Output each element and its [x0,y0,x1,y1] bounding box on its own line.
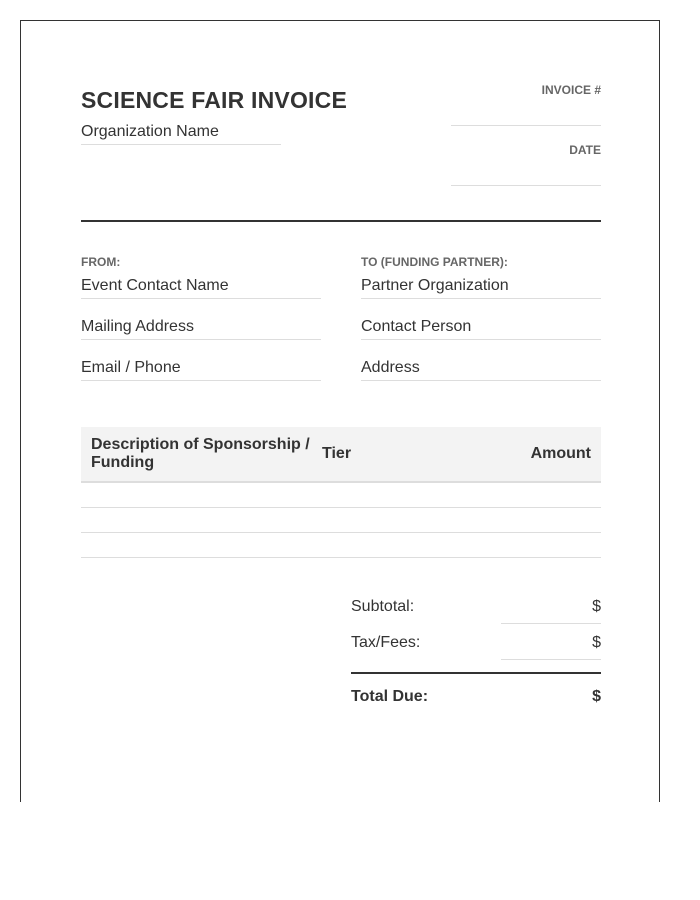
table-row[interactable] [81,533,601,558]
tax-fees-label: Tax/Fees: [351,634,421,651]
column-header-amount: Amount [530,445,591,462]
from-mailing-address-field[interactable]: Mailing Address [81,318,321,340]
column-header-tier: Tier [322,445,352,462]
to-contact-person-field[interactable]: Contact Person [361,318,601,340]
date-field[interactable] [451,185,601,186]
date-label: DATE [569,143,601,157]
invoice-number-label: INVOICE # [541,83,601,97]
column-header-description: Description of Sponsorship / Funding [91,436,310,471]
organization-name-field[interactable]: Organization Name [81,123,281,145]
line-items-table [81,427,601,558]
from-label: FROM: [81,255,121,269]
to-partner-organization-field[interactable]: Partner Organization [361,277,601,299]
total-due-value: $ [592,688,601,705]
invoice-number-field[interactable] [451,125,601,126]
table-row[interactable] [81,508,601,533]
table-header [81,427,601,483]
from-email-phone-field[interactable]: Email / Phone [81,359,321,381]
total-due-label: Total Due: [351,688,429,705]
from-contact-name-field[interactable]: Event Contact Name [81,277,321,299]
to-address-field[interactable]: Address [361,359,601,381]
to-label: TO (FUNDING PARTNER): [361,255,508,269]
invoice-title: SCIENCE FAIR INVOICE [81,87,347,113]
total-divider [351,672,601,674]
header-divider [81,220,601,222]
subtotal-value-field[interactable]: $ [501,598,601,624]
invoice-page [20,20,660,802]
table-row[interactable] [81,483,601,508]
tax-fees-value-field[interactable]: $ [501,634,601,660]
subtotal-label: Subtotal: [351,598,415,615]
